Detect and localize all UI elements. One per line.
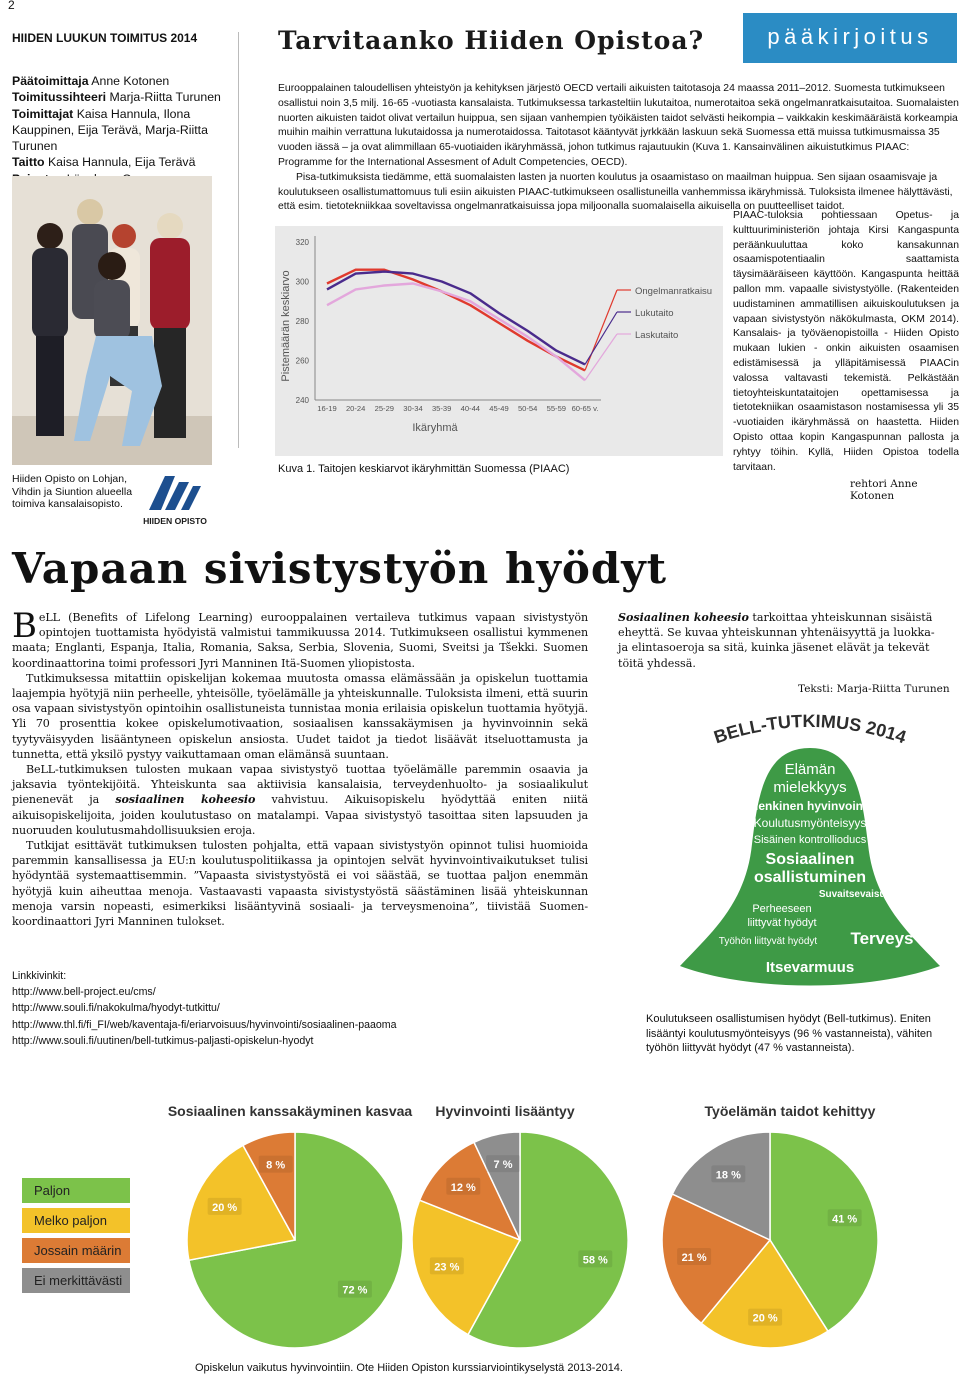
masthead-row <box>12 89 234 105</box>
article-paragraph <box>12 606 588 671</box>
article-side-note <box>618 610 944 671</box>
chart-legend-label: Ongelmanratkaisu <box>635 286 713 297</box>
article-paragraph: Tutkimuksessa mitattiin opiskelijan kokemaa muutosta omassa elämässään ja opiskelun tuottamia laajempia hyötyjä niin perheelle, yhteisölle, työelämälle ja yhteiskunnalle. Tuloksista ilmeni, että suurin osa vapaan sivistystyön opintoihin osallistuneista tunnistaa monia erilaisia opiskelun tuottamia hyötyjä. Yli 70 prosenttia kokee opiskelumotivaation, sosiaalisen kanssakäymisen ja hyvinvoinnin sekä tyytyväisyyden lisääntyneen opiskelun ansiosta. Uudet taidot ja tiedot lisäävät itseluottamusta ja tunnetta, että yksilö pystyy vaikuttamaan oman elämänsä suuntaan. <box>12 671 588 761</box>
masthead-role: Taitto <box>12 155 45 170</box>
chart-y-tick: 240 <box>295 396 309 405</box>
pie-title: Sosiaalinen kanssakäyminen kasvaa <box>167 1103 413 1119</box>
chart-y-tick: 320 <box>295 238 309 247</box>
bell-benefit: Työhön liittyvät hyödyt <box>718 936 818 947</box>
editorial-paragraph: Eurooppalainen taloudellisen yhteistyön ja kehityksen järjestö OECD vertaili aikuisten taitotasoja 24 maassa 2011–2012. Suomesta tutkimukseen osallistui noin 3,5 milj. 16-65 -vuotiasta kansalaista. Tutkimuksessa tarkasteltiin lukutaitoa, numerotaitoa sekä ongelmanratkaisutaitoa. Suomalaisten nuorten aikuisten taidot olivat vertailun huippua, sen sijaan vanhempien työikäisten taidot selvästi heikompia – vaikkakin keskimääräistä korkeampia muihin maihin verrattuna lukutaidossa ja numerotaidossa. Taitotasot kääntyvät jyrkkään laskuun sekä Suomessa että muissa tutkimusmaissa 35 vuoden iässä – ja ovat alimmillaan 65-vuotiaiden ikäryhmässä, johon tutkimus rajautuukin (Kuva 1. Kansainvälinen aikuistutkimus PIAAC: Programme for the International Assesment of Adult Competencies, OECD). <box>278 83 959 168</box>
pie-value-label: 12 % <box>450 1181 476 1194</box>
masthead <box>12 73 234 187</box>
chart-y-tick: 300 <box>295 277 309 287</box>
pie-value-label: 21 % <box>681 1251 707 1264</box>
bell-benefit: mielekkyys <box>773 779 847 796</box>
side-note-term: Sosiaalinen koheesio <box>618 611 749 624</box>
chart-x-tick: 50-54 <box>517 404 538 413</box>
bell-caption: Koulutukseen osallistumisen hyödyt (Bell-tutkimus). Eniten lisääntyi koulutusmyönteisyys (96 % vastanneista), vähiten työhön liittyvät hyödyt (47 % vastanneista). <box>646 1013 933 1054</box>
chart-y-tick: 260 <box>295 356 309 366</box>
masthead-role: Toimitussihteeri <box>12 90 107 105</box>
chart-legend-label: Laskutaito <box>635 330 679 341</box>
article-paragraph-text: BeLL-tutkimuksen tulosten mukaan vapaa sivistystyö tuottaa työelämälle paremmin osaavia ja jaksavia työntekijöitä. Yhteiskunta saa aktiivisia kansalaisia, terveydenhuolto- ja sosiaalikulut pienenevät ja <box>12 763 588 807</box>
chart-y-tick: 280 <box>295 317 309 326</box>
masthead-role: Toimittajat <box>12 106 74 121</box>
bell-benefit: Henkinen hyvinvointi <box>749 799 871 813</box>
masthead-names: Kaisa Hannula, Ilona Kauppinen, Eija Terävä, Marja-Riitta Turunen <box>12 106 208 154</box>
chart-x-tick: 30-34 <box>403 404 423 413</box>
editorial-text <box>278 82 959 215</box>
emphasis: sosiaalinen koheesio <box>115 793 256 807</box>
pie-legend-label: Melko paljon <box>34 1213 107 1228</box>
chart-caption: Kuva 1. Taitojen keskiarvot ikäryhmittän Suomessa (PIAAC) <box>278 463 570 475</box>
links-heading: Linkkivinkit: <box>12 970 67 982</box>
link-item[interactable]: http://www.souli.fi/uutinen/bell-tutkimus-paljasti-opiskelun-hyodyt <box>12 1034 314 1047</box>
column-divider <box>238 32 239 448</box>
side-note-text: tarkoittaa yhteiskunnan sisäistä eheyttä. Se kuvaa yhteiskunnan yhtenäisyyttä ja luokka- ja elintasoeroja sa sitä, kuinka jäsenet elävät ja tekevät töitä yhdessä. <box>618 611 935 670</box>
editorial-side-text: PIAAC-tuloksia pohtiessaan Opetus- ja kulttuuriministeriön johtaja Kirsi Kangaspunta peräänkuuluttaa koko kansakunnan osaamispotentiaalin saattamista täysimääräiseen käyttöön. Kangaspunta heittää pallon mm. vapaalle sivistystyölle. (Rakenteiden uudistaminen ammatillisen aikuiskoulutuksen ja vapaan sivistystyön näkökulmasta, OKM 2014). Kansalais- ja työväenopistoilla - Hiiden Opisto mukaan lukien - onkin aikuisten osaamisen edistämisessä ja ylläpitämisessä PIAACin valossa valtavasti tekemistä. Pelkästään tietoyhteiskuntataitojen opettamisessa ja tietotekniikan osaamistason nostamisessa yli 35 -vuotiaiden ikäryhmässä on haastetta. Hiiden Opisto ottaa kopin Kangaspunnan pallosta ja ryhtyy töihin. Kyllä, Hiiden Opistoa todella tarvitaan. <box>733 210 959 473</box>
article-title: Vapaan sivistystyön hyödyt <box>12 544 668 593</box>
masthead-role: Päätoimittaja <box>12 74 89 88</box>
bell-benefit: liittyvät hyödyt <box>747 917 817 929</box>
masthead-row <box>12 73 234 89</box>
masthead-row <box>12 154 234 170</box>
editorial-paragraph: Pisa-tutkimuksista tiedämme, että suomalaisten lasten ja nuorten koulutus ja osaamistaso on maailman huippua. Sen sijaan osaamisvaje ja koulutukseen osallistumattomuus tuli esiin aikuisten PIAAC-tutkimukseen osallistuneilla vanhemmissa ikäryhmissä. Tuloksista ilmenee hälyttävästi, että esim. tietotekniikkaa soveltavissa ongelmanratkaisuissa jopa miljoonalla suomalaisella aikuisella on puutteelliset taidot. <box>278 171 953 213</box>
bell-benefit: Terveys <box>850 929 914 948</box>
masthead-names: Marja-Riitta Turunen <box>109 90 221 105</box>
pie-value-label: 72 % <box>342 1284 368 1297</box>
bell-title: BELL-TUTKIMUS 2014 <box>711 710 909 748</box>
chart-legend-label: Lukutaito <box>635 308 674 319</box>
chart-x-tick: 16-19 <box>317 404 337 413</box>
chart-x-tick: 20-24 <box>345 404 366 413</box>
article-paragraph-text: eLL (Benefits of Lifelong Learning) eurooppalainen vertaileva tutkimus vapaan sivistystyön opintojen tuottamista hyödyistä valmistui tammikuussa 2014. Tutkimukseen osallistui kymmenen maata; Englanti, Espanja, Italia, Romania, Saksa, Serbia, Slovenia, Suomi, Sveitsi ja Tšekki. Suomen koordinaattorina toimi professori Jyri Manninen Itä-Suomen yliopistosta. <box>12 611 588 670</box>
bell-benefit: Suvaitsevaisuus <box>818 889 898 900</box>
chart-x-tick: 40-44 <box>460 404 481 413</box>
link-item[interactable]: http://www.bell-project.eu/cms/ <box>12 986 156 999</box>
organization-description: Hiiden Opisto on Lohjan, Vihdin ja Siuntion alueella toimiva kansalaisopisto. <box>12 473 133 510</box>
pie-title: Hyvinvointi lisääntyy <box>435 1103 575 1119</box>
pie-value-label: 20 % <box>212 1201 238 1214</box>
pie-legend-label: Paljon <box>34 1183 71 1198</box>
bell-benefit: Sosiaalinen <box>765 851 855 868</box>
bell-benefit: Perheeseen <box>752 903 812 915</box>
chart-x-tick: 35-39 <box>431 404 452 413</box>
person-figure <box>150 213 190 438</box>
staff-photo <box>12 176 212 465</box>
piaac-line-chart <box>275 226 723 456</box>
article-credit: Teksti: Marja-Riitta Turunen <box>798 683 950 695</box>
pie-value-label: 41 % <box>832 1213 858 1226</box>
bell-benefit: Itsevarmuus <box>765 959 855 976</box>
hiiden-opisto-logo <box>135 470 215 528</box>
pie-value-label: 58 % <box>582 1254 608 1267</box>
editorial-title: Tarvitaanko Hiiden Opistoa? <box>278 26 705 55</box>
chart-x-tick: 45-49 <box>489 404 509 413</box>
masthead-row <box>12 106 234 155</box>
pie-legend-label: Jossain määrin <box>34 1243 122 1258</box>
bell-benefit: Koulutusmyönteisyys <box>753 816 867 830</box>
editorial-signature: rehtori Anne Kotonen <box>850 478 918 502</box>
bell-benefit: osallistuminen <box>753 869 867 886</box>
pie-value-label: 20 % <box>752 1312 778 1325</box>
drop-cap: B <box>12 606 37 646</box>
chart-y-label: Pistemäärän keskiarvo <box>280 270 292 382</box>
masthead-names: Kaisa Hannula, Eija Terävä <box>47 155 196 170</box>
article-body <box>12 606 588 929</box>
pie-value-label: 18 % <box>715 1169 741 1182</box>
pie-charts <box>0 1098 960 1360</box>
links-section <box>12 968 397 1049</box>
pie-value-label: 8 % <box>266 1159 286 1172</box>
logo-text: HIIDEN OPISTO <box>143 516 207 526</box>
chart-x-tick: 60-65 v. <box>571 404 599 413</box>
pie-caption: Opiskelun vaikutus hyvinvointiin. Ote Hiiden Opiston kurssiarviointikyselystä 2013-2014. <box>195 1362 623 1374</box>
pie-legend-label: Ei merkittävästi <box>34 1273 123 1288</box>
article-paragraph: Tutkijat esittävät tutkimuksen tulosten pohjalta, että vapaan sivistystyön opinnot tulisi huomioida paremmin kansallisessa ja EU:n koulutuspolitiikassa ja opintojen selvät hyvinvointivaikutukset tulisi hyödyntää systemaattisemmin. ”Vapaasta sivistystyöstä ei voi säästää, se tuottaa paljon enemmän hyötyjä kuin aiheuttaa menoja. Vastaavasti vapaasta sivistystyöstä säästäminen lisää yhteiskunnan menoja varsin nopeasti, esimerkiksi lisääntyvinä sosiaali- ja terveysmenoina”, tiivistää Suomen-koordinaattori Jyri Manninen tulokset. <box>12 839 588 929</box>
link-item[interactable]: http://www.souli.fi/nakokulma/hyodyt-tutkittu/ <box>12 1002 220 1015</box>
pie-title: Työelämän taidot kehittyy <box>704 1103 876 1119</box>
bell-title-text <box>711 711 908 747</box>
link-item[interactable]: http://www.thl.fi/fi_FI/web/kaventaja-fi/eriarvoisuus/hyvinvointi/sosiaalinen-paaoma <box>12 1018 397 1031</box>
bell-benefit: Elämän <box>784 761 836 778</box>
chart-x-tick: 25-29 <box>374 404 395 413</box>
pie-value-label: 7 % <box>493 1159 513 1172</box>
article-paragraph-text: vahvistuu. Aikuisopiskelu hyödyttää eniten niitä aikuisopiskelijoita, joiden koulutustaso on matalampi. Vapaa sivistystyö tasoittaa siten lapsuuden ja nuoruuden koulutusmahdollisuuksien eroja. <box>12 793 588 837</box>
bell-infographic <box>670 704 950 1002</box>
editorial-badge: pääkirjoitus <box>743 13 957 63</box>
chart-x-tick: 55-59 <box>546 404 567 413</box>
bell-benefit: Sisäinen kontrollioducs <box>753 834 867 846</box>
masthead-names: Anne Kotonen <box>91 74 170 88</box>
pie-value-label: 23 % <box>434 1261 460 1274</box>
page-number: 2 <box>8 0 15 12</box>
issue-title: HIIDEN LUUKUN TOIMITUS 2014 <box>12 31 198 45</box>
article-paragraph <box>12 762 588 838</box>
chart-x-label: Ikäryhmä <box>412 422 458 434</box>
person-figure <box>32 223 68 436</box>
